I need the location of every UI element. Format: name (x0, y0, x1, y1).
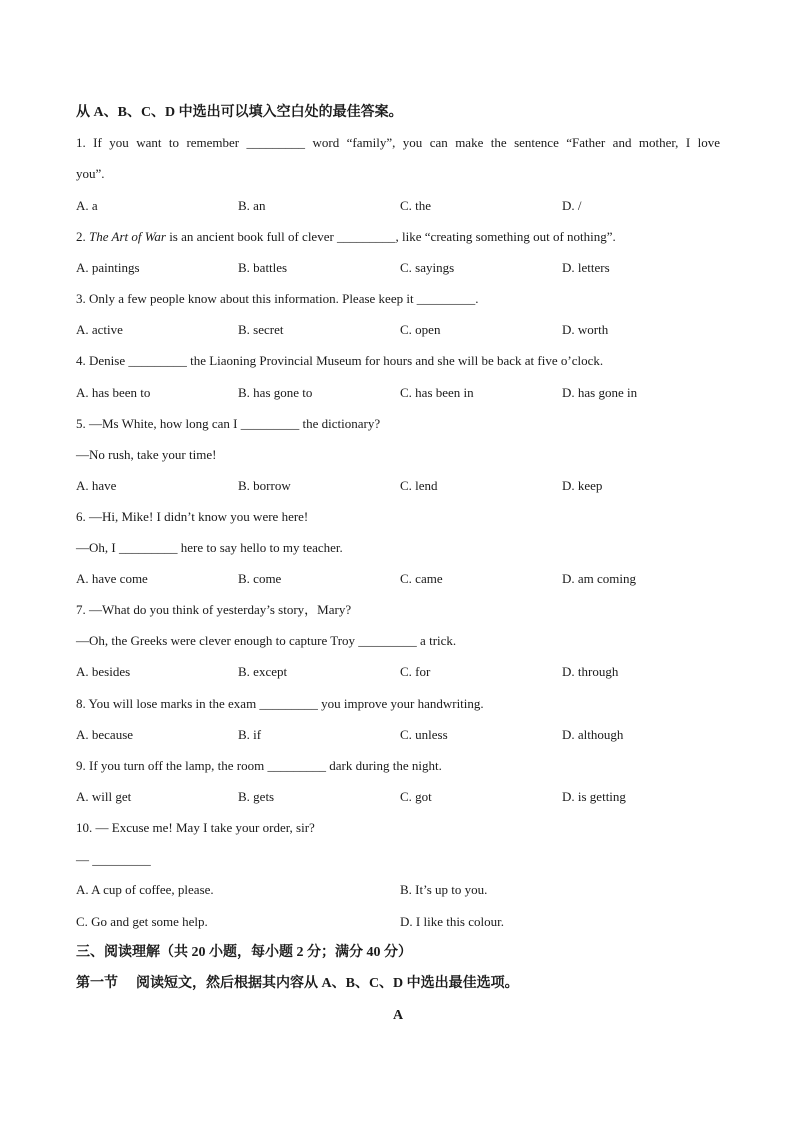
q6-option-d: D. am coming (562, 571, 637, 586)
q4-option-a: A. has been to (76, 385, 151, 400)
q8-option-c: C. unless (400, 727, 448, 742)
q7-option-b: B. except (238, 664, 288, 679)
question-6-stem-line-2: —Oh, I _________ here to say hello to my teacher. (76, 540, 343, 555)
q7-option-c: C. for (400, 664, 431, 679)
q6-option-b: B. come (238, 571, 282, 586)
q1-option-d: D. / (562, 198, 582, 213)
question-7-stem-line-1: 7. —What do you think of yesterday’s story，Mary? (76, 602, 352, 617)
q7-option-d: D. through (562, 664, 619, 679)
q10-option-d: D. I like this colour. (400, 914, 504, 929)
q3-option-d: D. worth (562, 322, 609, 337)
q8-option-d: D. although (562, 727, 624, 742)
question-10-stem-line-1: 10. — Excuse me! May I take your order, sir? (76, 820, 315, 835)
q2-option-c: C. sayings (400, 260, 455, 275)
q10-option-c: C. Go and get some help. (76, 914, 208, 929)
q3-option-a: A. active (76, 322, 123, 337)
q3-option-c: C. open (400, 322, 441, 337)
question-10-stem-line-2: — _________ (76, 852, 151, 867)
passage-label: A (392, 1008, 404, 1023)
q9-option-d: D. is getting (562, 789, 626, 804)
q5-option-c: C. lend (400, 478, 438, 493)
q7-option-a: A. besides (76, 664, 131, 679)
q1-option-a: A. a (76, 198, 98, 213)
section-title: 三、阅读理解（共 20 小题，每小题 2 分；满分 40 分） (76, 945, 412, 960)
q8-option-a: A. because (76, 727, 134, 742)
question-7-stem-line-2: —Oh, the Greeks were clever enough to capture Troy _________ a trick. (76, 633, 457, 648)
q5-option-b: B. borrow (238, 478, 291, 493)
q3-option-b: B. secret (238, 322, 284, 337)
q10-option-b: B. It’s up to you. (400, 882, 488, 897)
q5-option-d: D. keep (562, 478, 603, 493)
question-4-stem: 4. Denise _________ the Liaoning Provincial Museum for hours and she will be back at five o’clock. (76, 353, 604, 368)
q9-option-b: B. gets (238, 789, 275, 804)
q10-option-a: A. A cup of coffee, please. (76, 882, 214, 897)
question-8-stem: 8. You will lose marks in the exam _________ you improve your handwriting. (76, 696, 484, 711)
subsection-heading (76, 975, 519, 993)
q1-option-c: C. the (400, 198, 432, 213)
book-title: The Art of War (89, 229, 166, 244)
q4-option-c: C. has been in (400, 385, 474, 400)
q5-option-a: A. have (76, 478, 117, 493)
question-5-stem-line-1: 5. —Ms White, how long can I _________ the dictionary? (76, 416, 381, 431)
question-2-stem (76, 228, 616, 246)
question-1-stem-line-1: 1. If you want to remember _________ word “family”, you can make the sentence “Father and mother, I love (76, 135, 720, 150)
q4-option-d: D. has gone in (562, 385, 638, 400)
question-6-stem-line-1: 6. —Hi, Mike! I didn’t know you were here! (76, 509, 309, 524)
question-1-stem-line-2: you”. (76, 166, 105, 181)
subsection-label: 第一节 (76, 976, 118, 991)
question-2-number: 2. (76, 229, 89, 244)
q9-option-c: C. got (400, 789, 432, 804)
question-9-stem: 9. If you turn off the lamp, the room _________ dark during the night. (76, 758, 442, 773)
question-3-stem: 3. Only a few people know about this information. Please keep it _________. (76, 291, 479, 306)
q1-option-b: B. an (238, 198, 266, 213)
question-2-text: is an ancient book full of clever _________, like “creating something out of nothing”. (165, 229, 616, 244)
q2-option-b: B. battles (238, 260, 288, 275)
q6-option-a: A. have come (76, 571, 148, 586)
q6-option-c: C. came (400, 571, 443, 586)
q4-option-b: B. has gone to (238, 385, 313, 400)
question-5-stem-line-2: —No rush, take your time! (76, 447, 217, 462)
q2-option-d: D. letters (562, 260, 610, 275)
q2-option-a: A. paintings (76, 260, 140, 275)
subsection-text: 阅读短文，然后根据其内容从 A、B、C、D 中选出最佳选项。 (136, 976, 519, 991)
q8-option-b: B. if (238, 727, 262, 742)
instruction: 从 A、B、C、D 中选出可以填入空白处的最佳答案。 (76, 105, 403, 120)
q9-option-a: A. will get (76, 789, 132, 804)
